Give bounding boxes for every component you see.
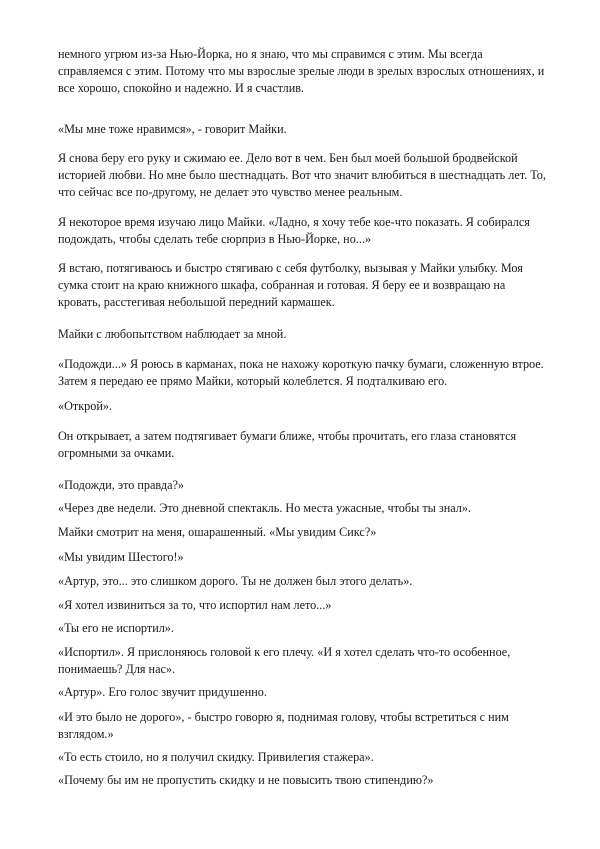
paragraph-20 [58,749,548,766]
text-line: «Мы мне тоже нравимся», - говорит Майки. [58,122,287,136]
text-line: понимаешь? Для нас». [58,662,176,676]
text-line: все хорошо, спокойно и надежно. И я счастлив. [58,81,305,95]
text-line: «Подожди...» Я роюсь в карманах, пока не нахожу короткую пачку бумаги, сложенную втрое. [58,357,544,371]
text-line: «Открой». [58,399,112,413]
text-line: Затем я передаю ее прямо Майки, который колеблется. Я подталкиваю его. [58,374,448,388]
paragraph-7 [58,356,548,390]
paragraph-3 [58,150,548,201]
text-line: подождать, чтобы сделать тебе сюрприз в Нью-Йорке, но...» [58,232,372,246]
text-line: взглядом.» [58,727,114,741]
text-line: «То есть стоило, но я получил скидку. Привилегия стажера». [58,750,374,764]
paragraph-17 [58,644,548,678]
text-line: «Почему бы им не пропустить скидку и не повысить твою стипендию?» [58,773,434,787]
text-line: Я некоторое время изучаю лицо Майки. «Ладно, я хочу тебе кое-что показать. Я собирался [58,215,530,229]
text-line: Я снова беру его руку и сжимаю ее. Дело вот в чем. Бен был моей большой бродвейской [58,151,518,165]
paragraph-2 [58,121,548,138]
text-line: «Испортил». Я прислоняюсь головой к его плечу. «И я хотел сделать что-то особенное, [58,645,511,659]
text-line: кровать, расстегивая небольшой передний кармашек. [58,295,335,309]
paragraph-21 [58,772,548,789]
text-line: немного угрюм из-за Нью-Йорка, но я знаю, что мы справимся с этим. Мы всегда [58,47,483,61]
text-line: Майки смотрит на меня, ошарашенный. «Мы увидим Сикс?» [58,525,377,539]
paragraph-19 [58,709,548,743]
text-line: «Через две недели. Это дневной спектакль. Но места ужасные, чтобы ты знал». [58,501,471,515]
paragraph-14 [58,573,548,590]
text-line: «Артур, это... это слишком дорого. Ты не должен был этого делать». [58,574,413,588]
paragraph-16 [58,620,548,637]
paragraph-5 [58,260,548,311]
text-line: «Подожди, это правда?» [58,478,184,492]
text-line: «Я хотел извиниться за то, что испортил нам лето...» [58,598,332,612]
text-line: «И это было не дорого», - быстро говорю я, поднимая голову, чтобы встретиться с ним [58,710,509,724]
paragraph-18 [58,684,548,701]
text-line: Майки с любопытством наблюдает за мной. [58,327,287,341]
paragraph-6 [58,326,548,343]
text-line: справляемся с этим. Потому что мы взрослые зрелые люди в зрелых взрослых отношениях, и [58,64,545,78]
text-line: «Мы увидим Шестого!» [58,550,184,564]
paragraph-11 [58,500,548,517]
paragraph-9 [58,428,548,462]
paragraph-13 [58,549,548,566]
text-line: «Ты его не испортил». [58,621,174,635]
text-line: историей любви. Но мне было шестнадцать. Вот что значит влюбиться в шестнадцать лет. То, [58,168,546,182]
paragraph-4 [58,214,548,248]
text-line: «Артур». Его голос звучит придушенно. [58,685,267,699]
text-line: Я встаю, потягиваюсь и быстро стягиваю с себя футболку, вызывая у Майки улыбку. Моя [58,261,523,275]
paragraph-12 [58,524,548,541]
text-line: сумка стоит на краю книжного шкафа, собранная и готовая. Я беру ее и возвращаю на [58,278,506,292]
paragraph-8 [58,398,548,415]
paragraph-1 [58,46,548,97]
text-line: что сейчас все по-другому, не делает это чувство менее реальным. [58,185,403,199]
paragraph-10 [58,477,548,494]
paragraph-15 [58,597,548,614]
text-line: огромными за очками. [58,446,175,460]
text-line: Он открывает, а затем подтягивает бумаги ближе, чтобы прочитать, его глаза становятся [58,429,517,443]
